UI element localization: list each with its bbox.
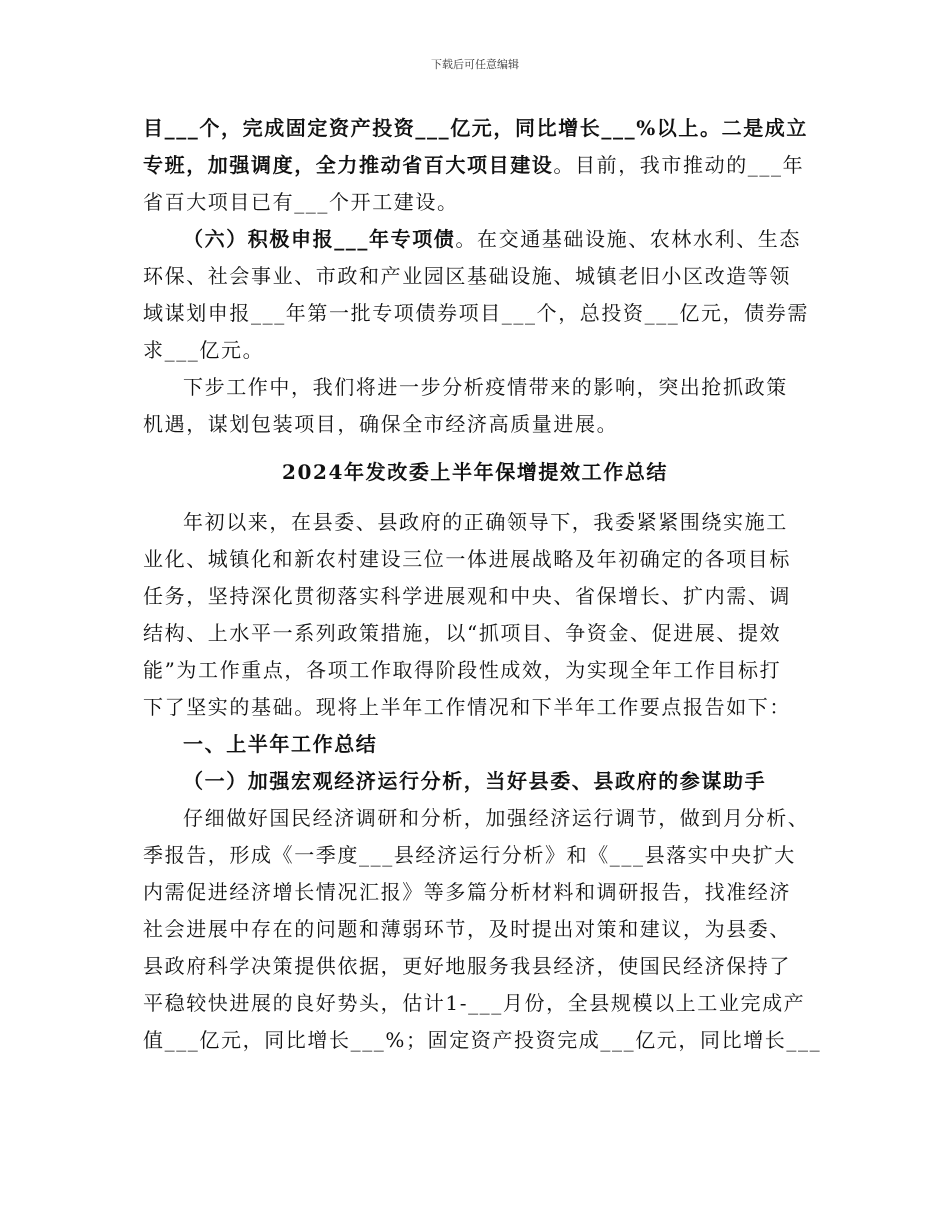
text-line-7: 求___亿元。	[143, 338, 265, 362]
header-note: 下载后可任意编辑	[431, 58, 519, 71]
text-line-14: 结构、上水平一系列政策措施，以“抓项目、争资金、促进展、提效	[143, 621, 782, 645]
text-line-23: 县政府科学决策提供依据，更好地服务我县经济，使国民经济保持了	[143, 954, 791, 978]
text-line-8: 下步工作中，我们将进一步分析疫情带来的影响，突出抢抓政策	[183, 375, 788, 399]
text-line-21: 内需促进经济增长情况汇报》等多篇分析材料和调研报告，找准经济	[143, 880, 791, 904]
heading-level-1: 一、上半年工作总结	[183, 732, 378, 756]
text-line-22: 社会进展中存在的问题和薄弱环节，及时提出对策和建议，为县委、	[143, 917, 791, 941]
text-line-16: 下了坚实的基础。现将上半年工作情况和下半年工作要点报告如下：	[143, 695, 791, 719]
heading-level-2: （一）加强宏观经济运行分析，当好县委、县政府的参谋助手	[183, 769, 767, 793]
text-line-13: 任务，坚持深化贯彻落实科学进展观和中央、省保增长、扩内需、调	[143, 584, 791, 608]
text-line-20: 季报告，形成《一季度___县经济运行分析》和《___县落实中央扩大	[143, 843, 796, 867]
text-line-9: 机遇，谋划包装项目，确保全市经济高质量进展。	[143, 412, 619, 436]
text-line-1: 目___个，完成固定资产投资___亿元，同比增长___%以上。二是成立	[143, 116, 809, 140]
text-line-15: 能”为工作重点，各项工作取得阶段性成效，为实现全年工作目标打	[143, 658, 782, 682]
text-line-12: 业化、城镇化和新农村建设三位一体进展战略及年初确定的各项目标	[143, 547, 791, 571]
text-line-25: 值___亿元，同比增长___%；固定资产投资完成___亿元，同比增长___	[143, 1028, 822, 1052]
section-title: 2024年发改委上半年保增提效工作总结	[281, 460, 669, 484]
text-line-6: 域谋划申报___年第一批专项债券项目___个，总投资___亿元，债券需	[143, 301, 809, 325]
text-line-24: 平稳较快进展的良好势头，估计1-___月份，全县规模以上工业完成产	[143, 991, 806, 1015]
text-line-19: 仔细做好国民经济调研和分析，加强经济运行调节，做到月分析、	[183, 806, 810, 830]
text-line-2: 专班，加强调度，全力推动省百大项目建设。目前，我市推动的___年	[143, 153, 805, 177]
text-line-4: （六）积极申报___年专项债。在交通基础设施、农林水利、生态	[183, 227, 802, 251]
text-line-3: 省百大项目已有___个开工建设。	[143, 190, 459, 214]
text-line-11: 年初以来，在县委、县政府的正确领导下，我委紧紧围绕实施工	[183, 510, 788, 534]
text-line-5: 环保、社会事业、市政和产业园区基础设施、城镇老旧小区改造等领	[143, 264, 791, 288]
